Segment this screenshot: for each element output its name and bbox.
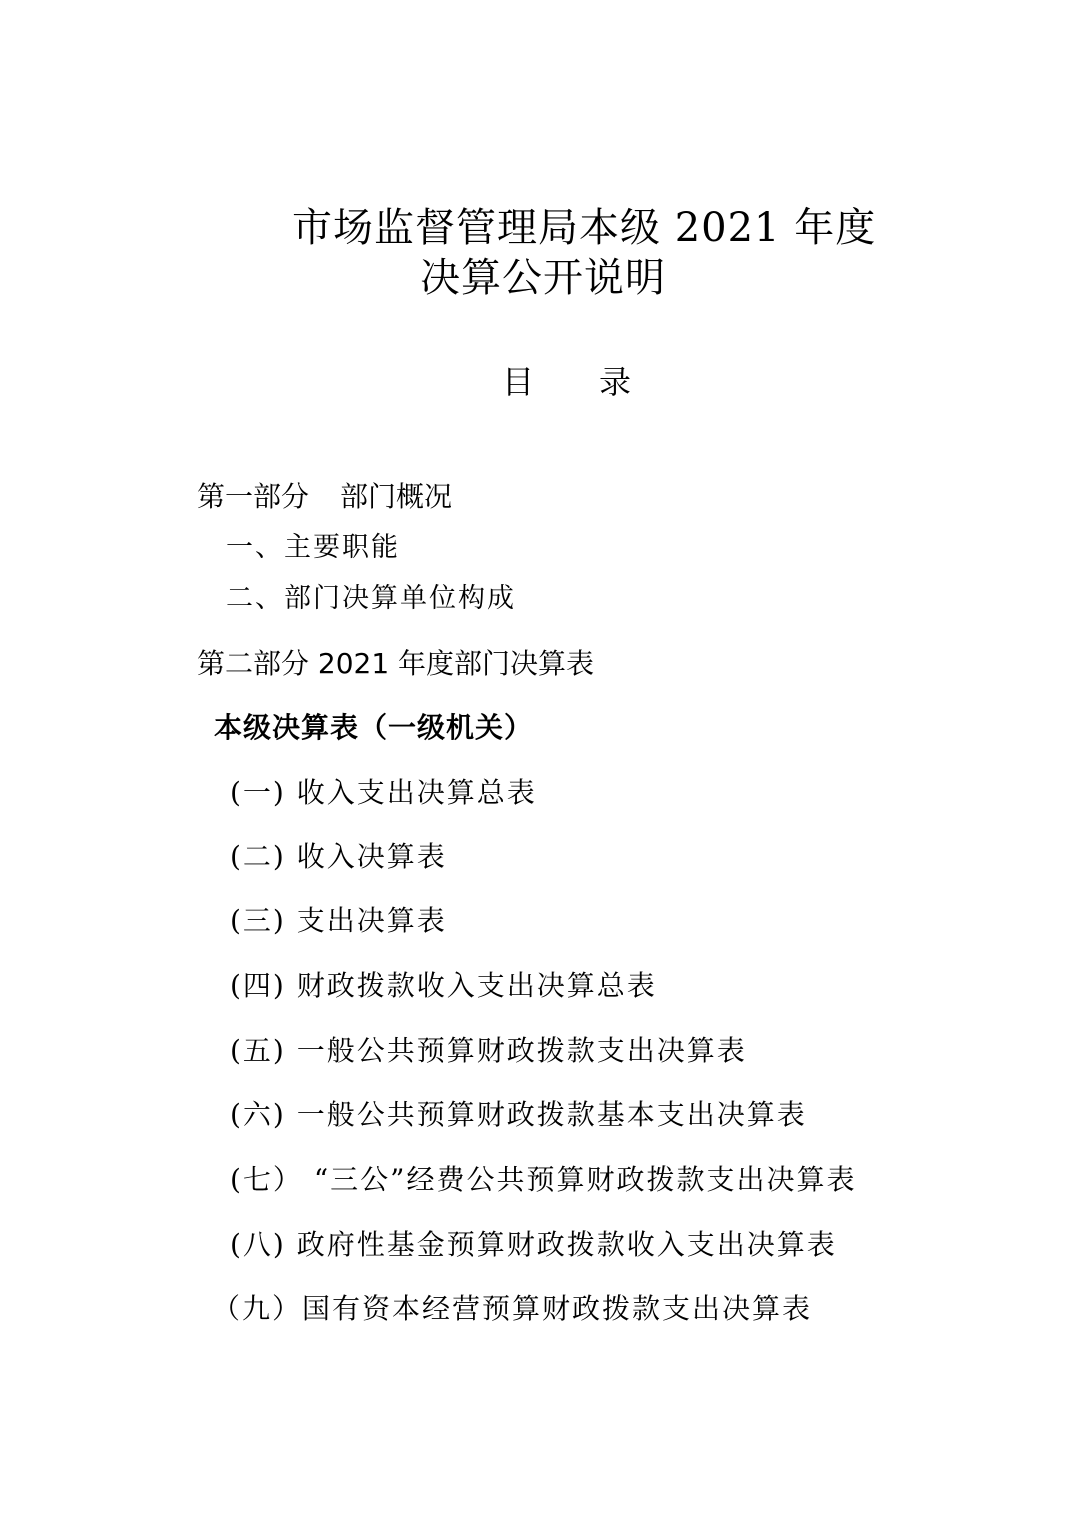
toc-table-item: (七） “三公”经费公共预算财政拨款支出决算表 <box>230 1163 857 1196</box>
document-title-line-2: 决算公开说明 <box>420 255 666 301</box>
toc-table-item: (六) 一般公共预算财政拨款基本支出决算表 <box>230 1098 807 1131</box>
toc-table-item: (五) 一般公共预算财政拨款支出决算表 <box>230 1034 747 1067</box>
toc-table-item: (二) 收入决算表 <box>230 840 447 873</box>
document-title-line-1: 市场监督管理局本级 2021 年度 <box>292 205 877 251</box>
part-2-title: 第二部分 2021 年度部门决算表 <box>197 647 595 680</box>
part-1-label: 第一部分 <box>197 480 310 513</box>
part-1-item: 二、部门决算单位构成 <box>226 583 516 614</box>
toc-table-item: (八) 政府性基金预算财政拨款收入支出决算表 <box>230 1228 837 1261</box>
toc-table-item: (四) 财政拨款收入支出决算总表 <box>230 969 657 1002</box>
group-title: 本级决算表（一级机关） <box>214 711 534 744</box>
toc-heading-left: 目 <box>502 363 535 401</box>
part-1-title: 部门概况 <box>340 480 453 513</box>
toc-table-item: （九）国有资本经营预算财政拨款支出决算表 <box>212 1292 813 1325</box>
toc-table-item: (一) 收入支出决算总表 <box>230 776 537 809</box>
toc-table-item: (三) 支出决算表 <box>230 904 447 937</box>
toc-heading-right: 录 <box>599 363 632 401</box>
part-1-item: 一、主要职能 <box>226 532 400 563</box>
